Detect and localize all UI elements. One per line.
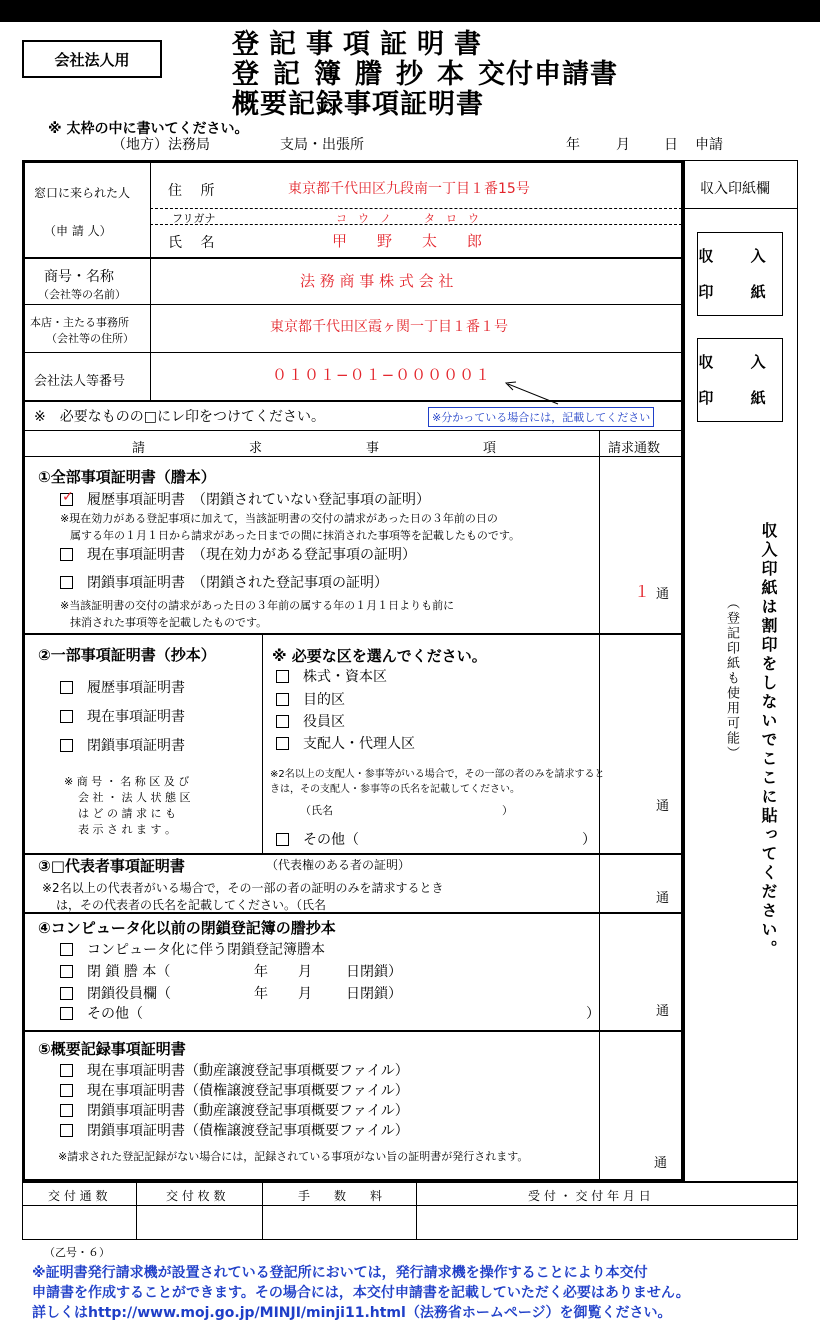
section5-unit: 通 [654, 1156, 668, 1171]
col-issue-sheets: 交 付 枚 数 [166, 1189, 226, 1203]
stamp-box-2[interactable]: 収 入 印 紙 [697, 338, 783, 422]
section2-unit: 通 [656, 799, 670, 814]
section2-opt-other[interactable]: その他（ [276, 829, 359, 849]
section2-note4: 表 示 さ れ ま す 。 [78, 823, 176, 836]
title-copy: 登記簿謄抄本交付申請書 [232, 59, 618, 90]
section1-item1[interactable]: ✓履歴事項証明書 （閉鎖されていない登記事項の証明） [60, 489, 430, 509]
section2-title: ②一部事項証明書（抄本） [38, 646, 216, 664]
checkbox-icon[interactable] [276, 737, 289, 750]
trade-name-label: 商号・名称 [44, 269, 114, 285]
section4-item3[interactable]: 閉鎖役員欄（ [60, 983, 171, 1003]
stamp-box-1[interactable]: 収 入 印 紙 [697, 232, 783, 316]
section3-title: ③□代表者事項証明書 [38, 857, 185, 875]
section4-unit: 通 [656, 1004, 670, 1019]
checkbox-icon[interactable] [60, 965, 73, 978]
checkbox-icon[interactable] [60, 1064, 73, 1077]
section4-item4[interactable]: その他（ [60, 1003, 143, 1023]
checkbox-icon[interactable] [60, 987, 73, 1000]
furigana-label: フリガナ [172, 212, 216, 225]
checkbox-icon[interactable] [276, 693, 289, 706]
col-receipt-date: 受 付 ・ 交 付 年 月 日 [528, 1189, 651, 1203]
instruction-note: ※ 太枠の中に書いてください。 [48, 121, 249, 137]
section2-opt-note2: きは，その支配人・参事等の氏名を記載してください。 [270, 784, 520, 795]
section4-item2-closed: 日閉鎖） [346, 964, 402, 980]
receipt-table [22, 1182, 798, 1240]
section1-item3-desc1: ※当該証明書の交付の請求があった日の３年前の属する年の１月１日よりも前に [60, 599, 455, 612]
section4-item3-month: 月 [298, 986, 312, 1002]
office-branch: 支局・出張所 [280, 137, 364, 153]
col-issue-count: 交 付 通 数 [48, 1189, 108, 1203]
section4-item4-close: ） [586, 1006, 600, 1022]
corp-number-value[interactable]: ０１０１−０１−０００００１ [272, 366, 492, 384]
section2-item2[interactable]: 現在事項証明書 [60, 706, 185, 726]
section3-desc1: ※2名以上の代表者がいる場合で，その一部の者の証明のみを請求するとき [42, 881, 444, 895]
section4-title: ④コンピュータ化以前の閉鎖登記簿の謄抄本 [38, 919, 336, 937]
checkbox-icon[interactable] [276, 715, 289, 728]
hq-value[interactable]: 東京都千代田区霞ヶ関一丁目１番１号 [270, 319, 508, 335]
checkbox-icon[interactable] [60, 548, 73, 561]
section5-desc: ※請求された登記記録がない場合には，記録されている事項がない旨の証明書が発行されます。 [58, 1150, 529, 1163]
section4-item2[interactable]: 閉 鎖 謄 本（ [60, 961, 170, 981]
section1-count[interactable]: １ [634, 582, 651, 601]
section2-opt1[interactable]: 株式・資本区 [276, 666, 387, 686]
check-instruction: ※ 必要なものの□にレ印をつけてください。 [34, 409, 325, 425]
checkbox-icon[interactable] [60, 1104, 73, 1117]
stamp-vertical-sub: （登記印紙も使用可能） [724, 596, 739, 761]
section1-unit: 通 [656, 587, 670, 602]
section1-item2[interactable]: 現在事項証明書 （現在効力がある登記事項の証明） [60, 544, 416, 564]
section1-item3[interactable]: 閉鎖事項証明書 （閉鎖された登記事項の証明） [60, 572, 388, 592]
checkbox-icon[interactable] [60, 681, 73, 694]
section3-unit: 通 [656, 891, 670, 906]
form-code: （乙号・６） [44, 1246, 110, 1259]
checkbox-checked-icon[interactable] [60, 493, 73, 506]
checkbox-icon[interactable] [60, 1124, 73, 1137]
footer-line2: 申請書を作成することができます。その場合には，本交付申請書を記載していただく必要はありません。 [32, 1285, 690, 1301]
checkbox-icon[interactable] [60, 739, 73, 752]
section1-title: ①全部事項証明書（謄本） [38, 468, 216, 486]
section3-desc2: は，その代表者の氏名を記載してください。（氏名 [56, 898, 327, 912]
section2-note2: 会 社 ・ 法 人 状 態 区 [78, 791, 191, 804]
section4-item3-closed: 日閉鎖） [346, 986, 402, 1002]
section1-item3-desc2: 抹消された事項等を記載したものです。 [70, 616, 268, 629]
col-fee: 手 数 料 [298, 1189, 383, 1203]
top-black-bar [0, 0, 820, 22]
checkbox-icon[interactable] [60, 943, 73, 956]
office-region: （地方）法務局 [112, 137, 210, 153]
section2-item1[interactable]: 履歴事項証明書 [60, 677, 185, 697]
arrow-icon [496, 380, 566, 410]
checkbox-icon[interactable] [60, 1084, 73, 1097]
title-summary: 概要記録事項証明書 [232, 89, 484, 120]
hq-sub: （会社等の住所） [46, 332, 134, 345]
date-month: 月 [616, 137, 630, 153]
footer-line1: ※証明書発行請求機が設置されている登記所においては，発行請求機を操作することにより本交付 [32, 1265, 648, 1281]
checkbox-icon[interactable] [60, 1007, 73, 1020]
name-value[interactable]: 甲 野 太 郎 [332, 232, 483, 250]
address-value[interactable]: 東京都千代田区九段南一丁目１番15号 [288, 181, 530, 197]
section2-opt3[interactable]: 役員区 [276, 711, 345, 731]
section1-item1-desc1: ※現在効力がある登記事項に加えて，当該証明書の交付の請求があった日の３年前の日の [60, 512, 498, 525]
section2-opt-note1: ※2名以上の支配人・参事等がいる場合で，その一部の者のみを請求すると [270, 769, 605, 780]
section5-item2[interactable]: 現在事項証明書（債権譲渡登記事項概要ファイル） [60, 1080, 409, 1100]
hq-label: 本店・主たる事務所 [30, 316, 129, 329]
date-year: 年 [566, 137, 580, 153]
corp-number-label: 会社法人等番号 [34, 374, 126, 389]
applicant-label: （申 請 人） [44, 224, 112, 238]
stamp-column-title: 収入印紙欄 [700, 181, 770, 197]
visitor-label: 窓口に来られた人 [34, 186, 131, 200]
section4-item2-month: 月 [298, 964, 312, 980]
name-label: 氏 名 [168, 235, 215, 251]
corp-number-note: ※分かっている場合には，記載してください [428, 407, 654, 427]
date-day: 日 [664, 137, 678, 153]
trade-name-sub: （会社等の名前） [38, 288, 126, 301]
section4-item2-year: 年 [254, 964, 268, 980]
section3-note: （代表権のある者の証明） [266, 858, 411, 872]
section2-note1: ※ 商 号 ・ 名 称 区 及 び [64, 775, 190, 788]
section5-title: ⑤概要記録事項証明書 [38, 1040, 186, 1058]
section2-note3: は ど の 請 求 に も [78, 807, 176, 820]
address-label: 住 所 [168, 183, 215, 199]
furigana-value[interactable]: コ ウ ノ タ ロ ウ [336, 212, 479, 225]
section2-item3[interactable]: 閉鎖事項証明書 [60, 735, 185, 755]
section2-choose-title: ※ 必要な区を選んでください。 [272, 647, 487, 665]
section4-item1[interactable]: コンピュータ化に伴う閉鎖登記簿謄本 [60, 939, 325, 959]
section2-name-open: （氏名 [300, 804, 333, 817]
section5-item1[interactable]: 現在事項証明書（動産譲渡登記事項概要ファイル） [60, 1060, 409, 1080]
items-header: 請 求 事 項 [132, 441, 497, 456]
count-header: 請求通数 [608, 441, 661, 456]
section2-opt2[interactable]: 目的区 [276, 689, 345, 709]
checkbox-icon[interactable] [60, 576, 73, 589]
title-certificate: 登記事項証明書 [232, 29, 491, 60]
checkbox-icon[interactable] [276, 833, 289, 846]
stamp-vertical-note: 収入印紙は割印をしないでここに貼ってください。 [759, 522, 778, 959]
footer-line3[interactable]: 詳しくはhttp://www.moj.go.jp/MINJI/minji11.html（法務省ホームページ）を御覧ください。 [32, 1305, 672, 1321]
section2-opt4[interactable]: 支配人・代理人区 [276, 733, 415, 753]
corporate-use-badge: 会社法人用 [22, 40, 162, 78]
section1-item1-desc2: 属する年の１月１日から請求があった日までの間に抹消された事項等を記載したものです。 [70, 529, 521, 542]
section5-item3[interactable]: 閉鎖事項証明書（動産譲渡登記事項概要ファイル） [60, 1100, 409, 1120]
trade-name-value[interactable]: 法 務 商 事 株 式 会 社 [300, 272, 454, 290]
section5-item4[interactable]: 閉鎖事項証明書（債権譲渡登記事項概要ファイル） [60, 1120, 409, 1140]
checkbox-icon[interactable] [276, 670, 289, 683]
checkbox-icon[interactable] [60, 710, 73, 723]
section2-opt-other-close: ） [582, 832, 596, 848]
section2-name-close: ） [502, 804, 513, 817]
section4-item3-year: 年 [254, 986, 268, 1002]
date-apply: 申請 [695, 137, 723, 153]
